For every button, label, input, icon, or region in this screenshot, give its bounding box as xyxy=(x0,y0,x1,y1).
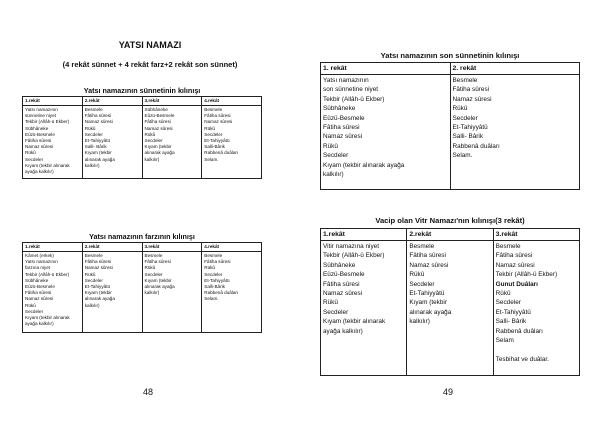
farz-table-title: Yatsı namazının farzının kılınışı xyxy=(89,232,195,241)
step-line: Kıyam (tekbir alınarak xyxy=(323,318,386,326)
step-line: Et-Tahiyyâtü xyxy=(452,124,488,132)
step-line: Besmele xyxy=(204,253,223,258)
step-line: Rükû xyxy=(84,271,96,277)
step-line: Et-Tahiyyâtü xyxy=(204,138,230,144)
step-line: Rükû xyxy=(144,131,156,137)
step-line: son sünnetine niyet xyxy=(323,86,379,94)
rekat-steps-cell xyxy=(493,241,579,376)
step-line: Tekbir (Allâh-ü Ekber) xyxy=(25,119,70,125)
column-header: 2.rekât xyxy=(407,229,493,241)
step-line: ayağa kalkılır) xyxy=(25,169,54,175)
step-line: Kıyam (tekbir alınarak xyxy=(25,162,70,168)
step-line: Namaz sûresi xyxy=(452,95,492,103)
step-line: Eûzü-Besmele xyxy=(25,131,55,137)
step-line: Fâtiha sûresi xyxy=(144,259,171,265)
step-line: Secdeler xyxy=(452,114,478,122)
step-line: Secdeler xyxy=(144,138,163,144)
step-line: Et-Tahiyyâtü xyxy=(495,308,531,316)
step-line: kalkılır) xyxy=(84,162,100,168)
page-number: 49 xyxy=(443,387,454,397)
rekat-steps-cell xyxy=(321,75,451,190)
column-header: 4.rekât xyxy=(202,97,262,106)
column-header: 1.rekât xyxy=(321,229,407,241)
step-line: ayağa kalkılır) xyxy=(25,321,54,327)
step-line: Rükû xyxy=(323,299,338,307)
step-line: Secdeler xyxy=(323,308,349,316)
step-line: Sübhâneke xyxy=(323,261,356,269)
step-line: Fâtiha sûresi xyxy=(323,280,360,288)
step-line: Kâmet (erkek) xyxy=(25,253,54,258)
rekat-steps-cell xyxy=(142,106,202,179)
column-header: 1.rekât xyxy=(23,97,83,106)
step-line: kalkılır) xyxy=(144,156,160,162)
step-line: Eûzü-Besmele xyxy=(144,113,175,119)
step-line: alınarak ayağa xyxy=(144,284,175,290)
column-header: 2.rekât xyxy=(82,97,142,106)
sunnet-table-title: Yatsı namazının sünnetinin kılınışı xyxy=(83,86,201,95)
step-line: Rükû xyxy=(144,265,156,271)
step-line: Kıyam (tekbir xyxy=(409,299,447,307)
step-line: Tekbir (Allâh-ü Ekber) xyxy=(323,95,385,103)
step-line: Salli-Bârik xyxy=(204,144,225,150)
column-header: 1.rekât xyxy=(23,243,83,252)
step-line: Kıyam (tekbir alınarak xyxy=(25,315,70,321)
column-header: 3.rekât xyxy=(493,229,579,241)
step-line: Rabbenâ duâları xyxy=(204,150,239,156)
step-line: Secdeler xyxy=(84,277,103,283)
step-line: Salli- Bârik xyxy=(495,318,527,326)
vitr-table-title: Vacip olan Vitr Namazı'nın kılınışı(3 rekât) xyxy=(375,216,525,225)
step-line: Fâtiha sûresi xyxy=(84,259,112,265)
step-line: Tekbir (Allâh-ü Ekber) xyxy=(323,252,385,260)
rekat-steps-cell xyxy=(82,252,142,333)
step-line: alınarak ayağa xyxy=(144,150,175,156)
step-line: Rükû xyxy=(495,290,511,298)
rekat-steps-cell xyxy=(23,106,83,179)
step-line: Tekbir (Allâh-ü Ekber) xyxy=(495,271,558,279)
right-page xyxy=(300,0,600,423)
step-line: Sübhâneke xyxy=(25,125,49,131)
step-line: Rükû xyxy=(323,142,338,150)
step-line: Kıyam (tekbir xyxy=(84,290,112,296)
step-line: Eûzü-Besmele xyxy=(323,271,365,279)
step-line: alınarak ayağa xyxy=(84,156,115,162)
rekat-steps-cell xyxy=(202,106,262,179)
step-line: alınarak ayağa xyxy=(84,296,115,302)
rekat-steps-cell xyxy=(321,241,407,376)
step-line: Et-Tahiyyâtü xyxy=(204,277,230,283)
step-line: Fâtiha sûresi xyxy=(495,252,533,260)
step-line: Namaz sûresi xyxy=(323,290,363,298)
son-sunnet-table-title: Yatsı namazının son sünnetinin kılınışı xyxy=(380,51,520,60)
step-line: alınarak ayağa xyxy=(409,308,452,316)
step-line: Namaz sûresi xyxy=(25,144,54,150)
step-line: Fâtiha sûresi xyxy=(452,86,490,94)
step-line: Kıyam (tekbir alınarak ayağa xyxy=(323,161,405,169)
step-line: Salli- Bârik xyxy=(84,144,107,150)
step-line: farzına niyet xyxy=(25,265,51,271)
step-line: Fâtiha sûresi xyxy=(25,290,52,296)
step-line: Secdeler xyxy=(204,271,223,277)
step-line: Rabbenâ duâları xyxy=(495,327,543,335)
step-line: Fâtiha sûresi xyxy=(84,113,112,119)
step-line: Secdeler xyxy=(25,308,44,314)
step-line: Rükû xyxy=(204,125,215,131)
column-header: 1. rekât xyxy=(321,63,451,75)
step-line: Kıyam (tekbir xyxy=(84,150,112,156)
step-line: Fâtiha sûresi xyxy=(204,259,231,265)
step-line: Besmele xyxy=(495,243,521,250)
column-header: 3.rekât xyxy=(142,97,202,106)
step-line: Fâtiha sûresi xyxy=(323,124,360,132)
step-line: Namaz sûresi xyxy=(84,265,113,271)
step-line: Salli- Bârik xyxy=(452,133,484,141)
sunnet-table xyxy=(22,96,262,179)
step-line: Selam. xyxy=(452,152,473,160)
step-line: Namaz sûresi xyxy=(84,119,113,125)
step-line: Vitir namazına niyet xyxy=(323,243,380,250)
step-line: Rükû xyxy=(25,302,36,308)
step-line: Namaz sûresi xyxy=(409,261,449,269)
step-line: Eûzü-Besmele xyxy=(25,284,55,290)
step-line: Besmele xyxy=(409,243,435,250)
step-line: Fâtiha sûresi xyxy=(204,113,231,119)
column-header: 2.rekât xyxy=(82,243,142,252)
page-subtitle: (4 rekât sünnet + 4 rekât farz+2 rekât son sünnet) xyxy=(62,60,238,69)
step-line: Rükû xyxy=(452,105,468,113)
step-line: Fâtiha sûresi xyxy=(409,252,446,260)
step-line: Rükû xyxy=(84,125,96,131)
column-header: 2. rekât xyxy=(450,63,580,75)
rekat-steps-cell xyxy=(82,106,142,179)
step-line: Rükû xyxy=(409,271,425,279)
step-line: Fâtiha sûresi xyxy=(144,119,171,125)
page-number: 48 xyxy=(143,387,154,397)
rekat-steps-cell xyxy=(202,252,262,333)
step-line: Besmele xyxy=(84,253,103,258)
step-line: Besmele xyxy=(204,107,223,112)
step-line: Gunut Duâları xyxy=(495,280,538,288)
step-line: sünnetine niyet xyxy=(25,113,56,119)
step-line: Tesbihat ve duâlar. xyxy=(495,355,549,363)
step-line: Besmele xyxy=(452,77,478,84)
step-line: Et-Tahiyyâtü xyxy=(84,284,111,290)
step-line: kalkılır) xyxy=(84,302,100,308)
step-line: Rükû xyxy=(204,265,215,271)
step-line: Rabbenâ duâları xyxy=(452,142,500,150)
step-line: Sübhâneke xyxy=(323,105,356,113)
step-line: Namaz sûresi xyxy=(144,125,173,131)
step-line: Namaz sûresi xyxy=(495,261,535,269)
rekat-steps-cell xyxy=(23,252,83,333)
rekat-steps-cell xyxy=(450,75,580,190)
step-line: Secdeler xyxy=(144,271,163,277)
step-line: Tekbir (Allâh-ü Ekber) xyxy=(25,271,70,277)
step-line: Secdeler xyxy=(204,131,223,137)
son-sunnet-table xyxy=(320,62,580,190)
step-line: Et-Tahiyyâtü xyxy=(84,138,111,144)
step-line: Secdeler xyxy=(25,156,44,162)
step-line: Selam. xyxy=(204,296,219,302)
step-line: Kıyam (tekbir xyxy=(144,144,172,150)
rekat-steps-cell xyxy=(142,252,202,333)
step-line: Yatsı namazının xyxy=(25,259,58,265)
farz-table xyxy=(22,242,262,333)
step-line: Namaz sûresi xyxy=(323,133,363,141)
step-line: Secdeler xyxy=(495,299,521,307)
step-line: Rükû xyxy=(25,150,36,156)
step-line: Secdeler xyxy=(409,280,435,288)
step-line: Selam xyxy=(495,337,514,345)
step-line: ayağa kalkılır) xyxy=(323,327,363,335)
rekat-steps-cell xyxy=(407,241,493,376)
column-header: 4.rekât xyxy=(202,243,262,252)
step-line: Selam. xyxy=(204,156,219,162)
page-title: YATSI NAMAZI xyxy=(118,40,182,50)
step-line: kalkılır) xyxy=(409,318,430,326)
step-line xyxy=(496,345,577,354)
step-line: kalkılır) xyxy=(144,290,160,296)
step-line: Namaz sûresi xyxy=(204,119,233,125)
vitr-table xyxy=(320,228,580,376)
step-line: Et-Tahiyyâtü xyxy=(409,290,445,298)
step-line: Salli-Bârik xyxy=(204,284,225,290)
step-line: Besmele xyxy=(84,107,103,112)
step-line: Eûzü-Besmele xyxy=(323,114,365,122)
step-line: Sübhâneke xyxy=(144,107,168,112)
step-line: Secdeler xyxy=(323,152,349,160)
column-header: 3.rekât xyxy=(142,243,202,252)
step-line: Namaz sûresi xyxy=(25,296,54,302)
step-line: Yatsı namazının xyxy=(323,77,369,84)
step-line: Yatsı namazının xyxy=(25,107,58,112)
step-line: Sübhâneke xyxy=(25,277,49,283)
step-line: Besmele xyxy=(144,253,163,258)
step-line: Rabbenâ duâları xyxy=(204,290,239,296)
step-line: Secdeler xyxy=(84,131,103,137)
step-line: kalkılır) xyxy=(323,171,344,179)
step-line: Kıyam (tekbir xyxy=(144,277,172,283)
step-line: Fâtiha sûresi xyxy=(25,138,52,144)
